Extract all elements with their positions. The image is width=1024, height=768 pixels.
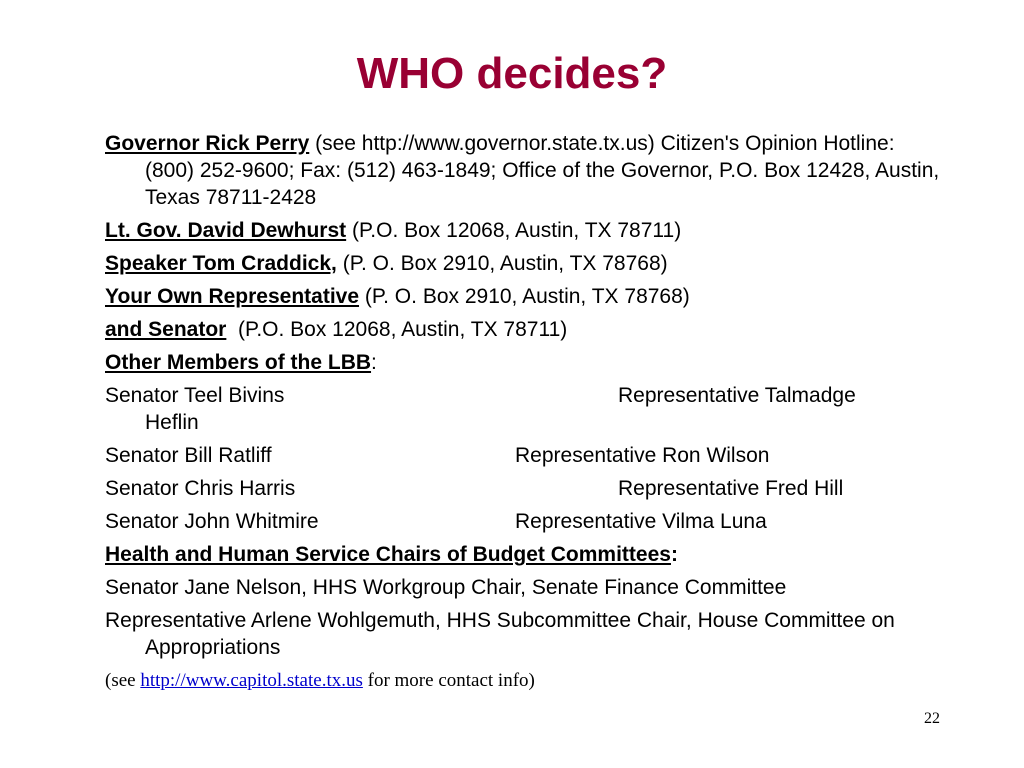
lbb-senator: Senator John Whitmire (105, 510, 319, 533)
governor-name: Governor Rick Perry (105, 132, 310, 155)
slide-title: WHO decides? (356, 49, 668, 98)
representative-name: Your Own Representative (105, 285, 360, 308)
footer-note (105, 667, 945, 694)
governor-entry (105, 130, 945, 211)
speaker-details: (P. O. Box 2910, Austin, TX 78768) (336, 252, 668, 275)
lbb-pair (105, 382, 945, 436)
lt-gov-name: Lt. Gov. David Dewhurst (105, 219, 347, 242)
lbb-representative: Representative Vilma Luna (515, 510, 767, 533)
lbb-representative-continuation: Heflin (145, 411, 199, 434)
governor-details: (see http://www.governor.state.tx.us) Citizen's Opinion Hotline: (800) 252-9600; Fax: (512) 463-1849; Office of the Governor, P.O. Box 12428, Austin, Texas 78711-2428 (145, 132, 940, 209)
speaker-name: Speaker Tom Craddick, (105, 252, 337, 275)
representative-details: (P. O. Box 2910, Austin, TX 78768) (359, 285, 690, 308)
senator-name: and Senator (105, 318, 227, 341)
footer-suffix: for more contact info) (362, 670, 535, 691)
lbb-representative: Representative Fred Hill (618, 477, 844, 500)
lt-gov-entry (105, 217, 945, 244)
lbb-senator: Senator Bill Ratliff (105, 444, 272, 467)
hhs-heading-text: Health and Human Service Chairs of Budget Committees (105, 543, 671, 566)
page-number: 22 (924, 710, 940, 727)
hhs-item: Senator Jane Nelson, HHS Workgroup Chair, Senate Finance Committee (105, 576, 787, 599)
speaker-entry (105, 250, 945, 277)
senator-details: (P.O. Box 12068, Austin, TX 78711) (226, 318, 568, 341)
lbb-pair (105, 475, 945, 502)
lbb-pair (105, 508, 945, 535)
lbb-representative: Representative Ron Wilson (515, 444, 770, 467)
lbb-heading (105, 349, 945, 376)
lbb-senator: Senator Chris Harris (105, 477, 296, 500)
lbb-representative: Representative Talmadge (618, 384, 856, 407)
hhs-heading-suffix: : (670, 543, 678, 566)
slide-body (105, 130, 945, 700)
capitol-link[interactable]: http://www.capitol.state.tx.us (140, 670, 363, 691)
footer-prefix: (see (105, 670, 141, 691)
representative-entry (105, 283, 945, 310)
lbb-heading-text: Other Members of the LBB (105, 351, 372, 374)
lbb-senator: Senator Teel Bivins (105, 384, 285, 407)
lbb-pair (105, 442, 945, 469)
hhs-item: Representative Arlene Wohlgemuth, HHS Subcommittee Chair, House Committee on Appropriations (105, 609, 895, 659)
hhs-heading (105, 541, 945, 568)
lt-gov-details: (P.O. Box 12068, Austin, TX 78711) (346, 219, 682, 242)
lbb-heading-suffix: : (371, 351, 377, 374)
senator-entry (105, 316, 945, 343)
